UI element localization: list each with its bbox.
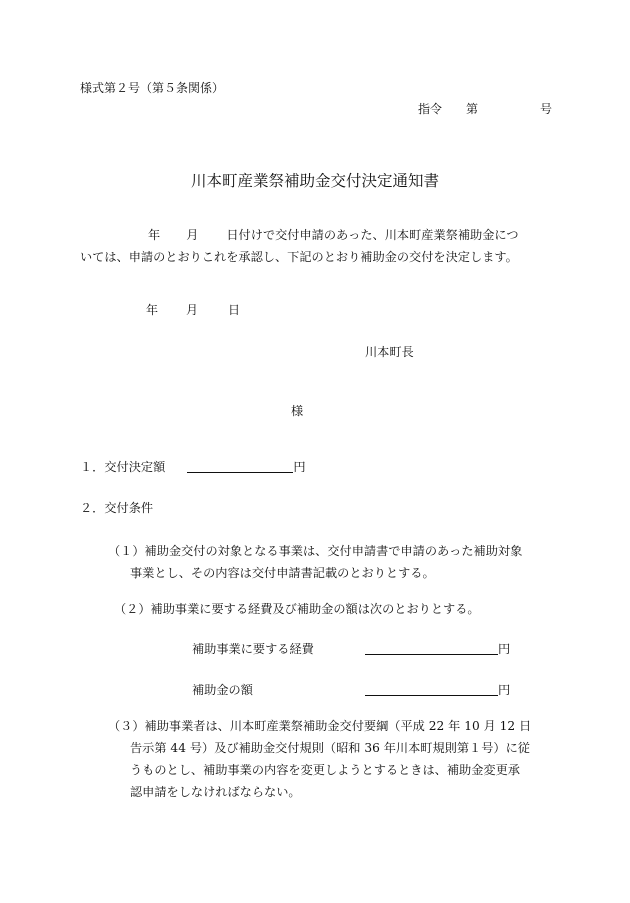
cost-label-grant: 補助金の額: [192, 682, 253, 697]
date-year: 年: [146, 303, 159, 317]
cost-row-project: [192, 642, 510, 655]
cost-unit-grant: 円: [498, 682, 511, 697]
reference-dai: 第: [466, 102, 479, 116]
condition-2: [114, 598, 574, 620]
cost-blank-grant: [365, 683, 498, 696]
date-day: 日: [228, 303, 241, 317]
reference-prefix: 指令: [418, 102, 443, 116]
intro-line-2: いては、申請のとおりこれを承認し、下記のとおり補助金の交付を決定します。: [80, 250, 518, 264]
intro-line-1-rest: 日付けで交付申請のあった、川本町産業祭補助金につ: [226, 228, 519, 242]
cost-blank-project: [365, 642, 498, 655]
item-grant-amount: [80, 460, 306, 473]
intro-line-1: [80, 224, 560, 246]
date-month: 月: [186, 303, 199, 317]
grant-amount-unit: 円: [293, 459, 306, 474]
condition-3-line-1: （３）補助事業者は、川本町産業祭補助金交付要綱（平成 22 年 10 月 12 日: [108, 719, 532, 733]
form-number: 様式第２号（第５条関係）: [80, 81, 225, 95]
cost-unit-project: 円: [498, 641, 511, 656]
cost-row-grant: [192, 683, 510, 696]
intro-month: 月: [186, 228, 199, 242]
condition-3-line-4: 認申請をしなければならない。: [130, 785, 301, 799]
grant-amount-label: １．交付決定額: [80, 459, 166, 474]
issuer-name: 川本町長: [365, 345, 414, 359]
condition-3: [108, 715, 568, 803]
condition-1-line-2: 事業とし、その内容は交付申請書記載のとおりとする。: [130, 566, 435, 580]
addressee-suffix: 様: [291, 404, 304, 418]
condition-1-line-1: （１）補助金交付の対象となる事業は、交付申請書で申請のあった補助対象: [108, 544, 523, 558]
condition-1: [108, 540, 568, 584]
condition-3-line-3: うものとし、補助事業の内容を変更しようとするときは、補助金変更承: [130, 763, 520, 777]
intro-paragraph: [80, 224, 560, 268]
condition-2-line-1: （２）補助事業に要する経費及び補助金の額は次のとおりとする。: [114, 602, 480, 616]
document-title: 川本町産業祭補助金交付決定通知書: [190, 172, 439, 190]
grant-amount-blank: [187, 460, 293, 473]
intro-year: 年: [148, 228, 161, 242]
reference-go: 号: [540, 102, 553, 116]
cost-label-project: 補助事業に要する経費: [192, 641, 314, 656]
item-conditions: ２．交付条件: [80, 501, 154, 515]
condition-3-line-2: 告示第 44 号）及び補助金交付規則（昭和 36 年川本町規則第１号）に従: [130, 741, 530, 755]
